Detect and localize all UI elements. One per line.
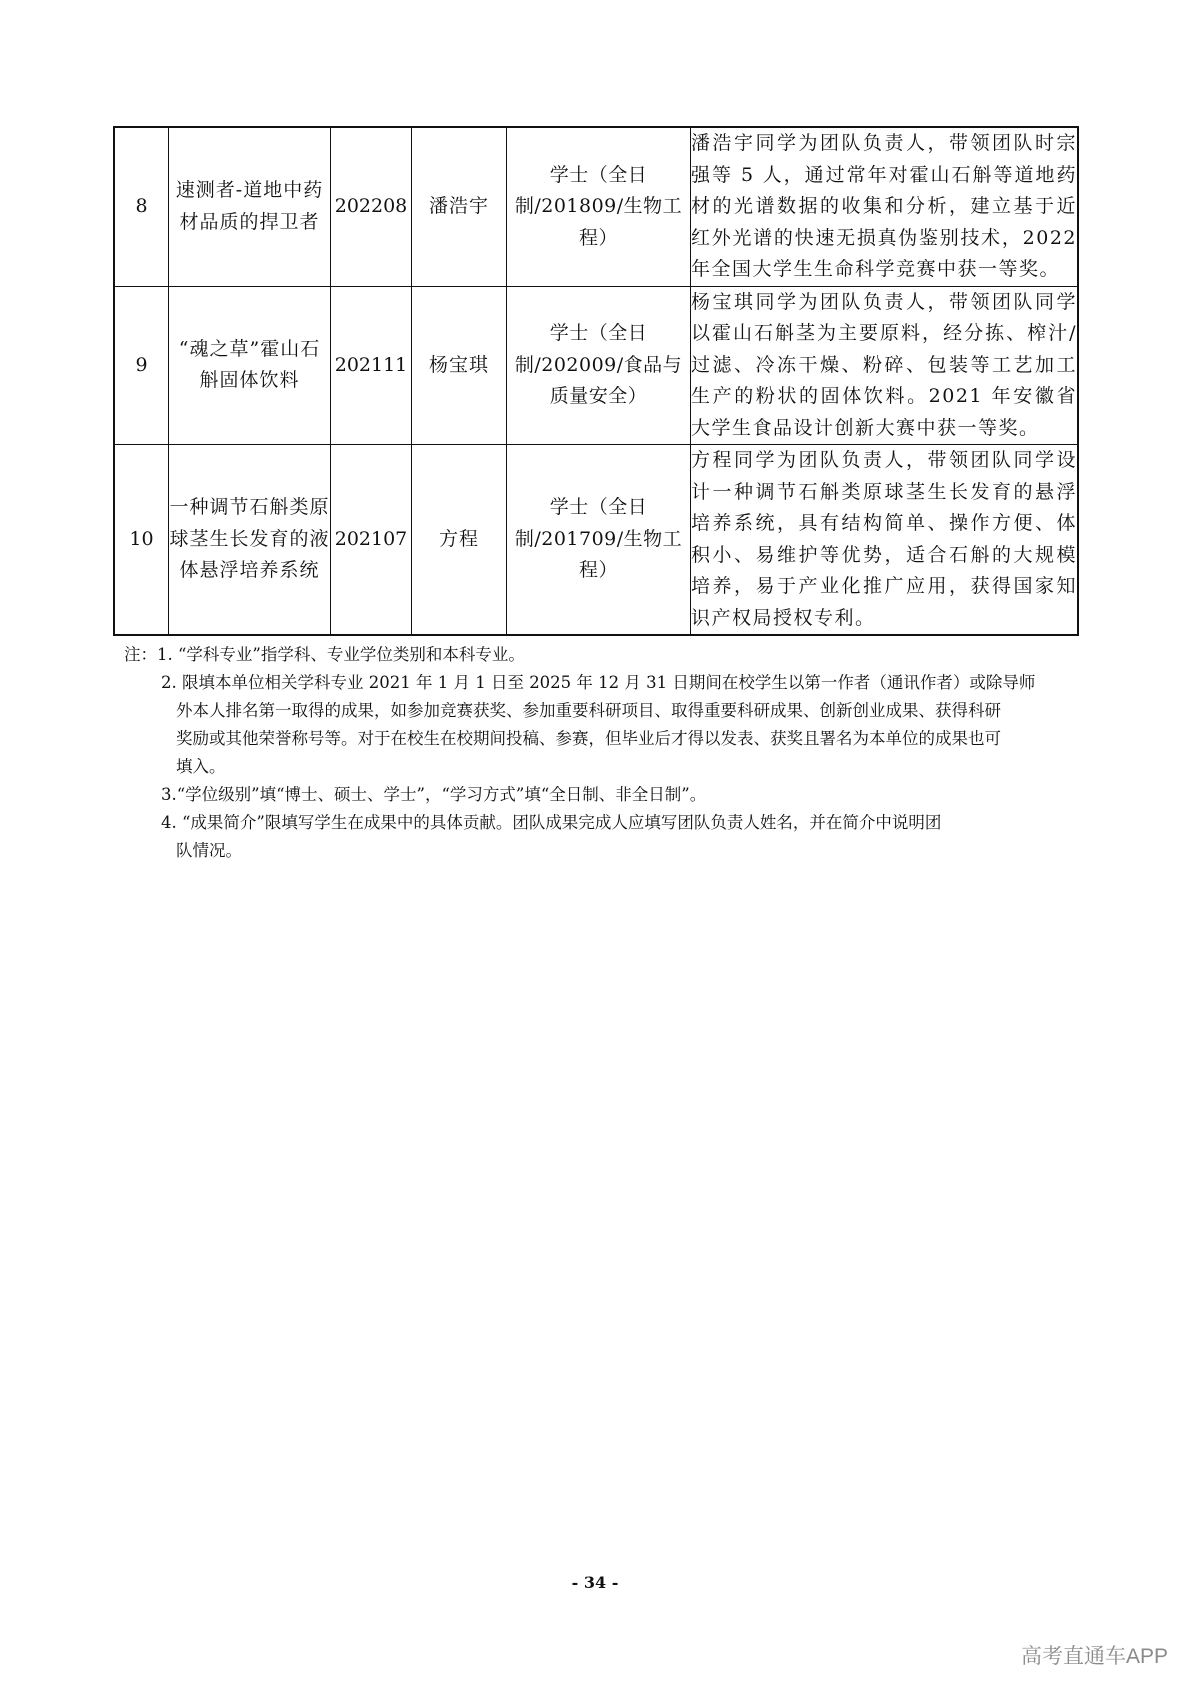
degree-info: 学士（全日制/202009/食品与质量安全） — [507, 286, 691, 445]
table-row — [114, 127, 1078, 286]
achievement-name: “魂之草”霍山石斛固体饮料 — [169, 286, 331, 445]
achievement-name: 速测者-道地中药材品质的捍卫者 — [169, 127, 331, 286]
achievement-code: 202107 — [331, 445, 412, 636]
student-name: 潘浩宇 — [412, 127, 507, 286]
note-2-line-3: 奖励或其他荣誉称号等。对于在校生在校期间投稿、参赛，但毕业后才得以发表、获奖且署名为本单位的成果也可 — [176, 729, 1001, 748]
achievement-code: 202111 — [331, 286, 412, 445]
achievement-code: 202208 — [331, 127, 412, 286]
note-2-line-1: 2. 限填本单位相关学科专业 2021 年 1 月 1 日至 2025 年 12 月 31 日期间在校学生以第一作者（通讯作者）或除导师 — [161, 673, 1036, 692]
row-number: 10 — [114, 445, 169, 636]
note-2-line-4: 填入。 — [176, 757, 226, 776]
notes-section — [124, 641, 1084, 865]
row-number: 9 — [114, 286, 169, 445]
table-row — [114, 286, 1078, 445]
degree-info: 学士（全日制/201709/生物工程） — [507, 445, 691, 636]
note-4-line-1: 4. “成果简介”限填写学生在成果中的具体贡献。团队成果完成人应填写团队负责人姓名，并在简介中说明团 — [161, 813, 942, 832]
achievements-table — [113, 126, 1079, 636]
achievement-description: 杨宝琪同学为团队负责人，带领团队同学以霍山石斛茎为主要原料，经分拣、榨汁/过滤、冷冻干燥、粉碎、包装等工艺加工生产的粉状的固体饮料。2021 年安徽省大学生食品设计创新大赛中获一等奖。 — [691, 286, 1079, 445]
student-name: 杨宝琪 — [412, 286, 507, 445]
student-name: 方程 — [412, 445, 507, 636]
watermark: 高考直通车APP — [1020, 1645, 1168, 1668]
achievement-name: 一种调节石斛类原球茎生长发育的液体悬浮培养系统 — [169, 445, 331, 636]
notes-prefix: 注：1. — [124, 645, 178, 664]
note-4-line-2: 队情况。 — [176, 841, 242, 860]
row-number: 8 — [114, 127, 169, 286]
note-1 — [124, 641, 1084, 669]
achievement-description: 方程同学为团队负责人，带领团队同学设计一种调节石斛类原球茎生长发育的悬浮培养系统，具有结构简单、操作方便、体积小、易维护等优势，适合石斛的大规模培养，易于产业化推广应用，获得国家知识产权局授权专利。 — [691, 445, 1079, 636]
note-2-line-2: 外本人排名第一取得的成果，如参加竞赛获奖、参加重要科研项目、取得重要科研成果、创新创业成果、获得科研 — [176, 701, 1001, 720]
table-row — [114, 445, 1078, 636]
degree-info: 学士（全日制/201809/生物工程） — [507, 127, 691, 286]
achievement-description: 潘浩宇同学为团队负责人，带领团队时宗强等 5 人，通过常年对霍山石斛等道地药材的光谱数据的收集和分析，建立基于近红外光谱的快速无损真伪鉴别技术，2022 年全国大学生生命科学竞赛中获一等奖。 — [691, 127, 1079, 286]
note-1-text: “学科专业”指学科、专业学位类别和本科专业。 — [178, 645, 525, 664]
note-3: 3.“学位级别”填“博士、硕士、学士”，“学习方式”填“全日制、非全日制”。 — [161, 785, 707, 804]
page-number: - 34 - — [571, 1573, 619, 1592]
